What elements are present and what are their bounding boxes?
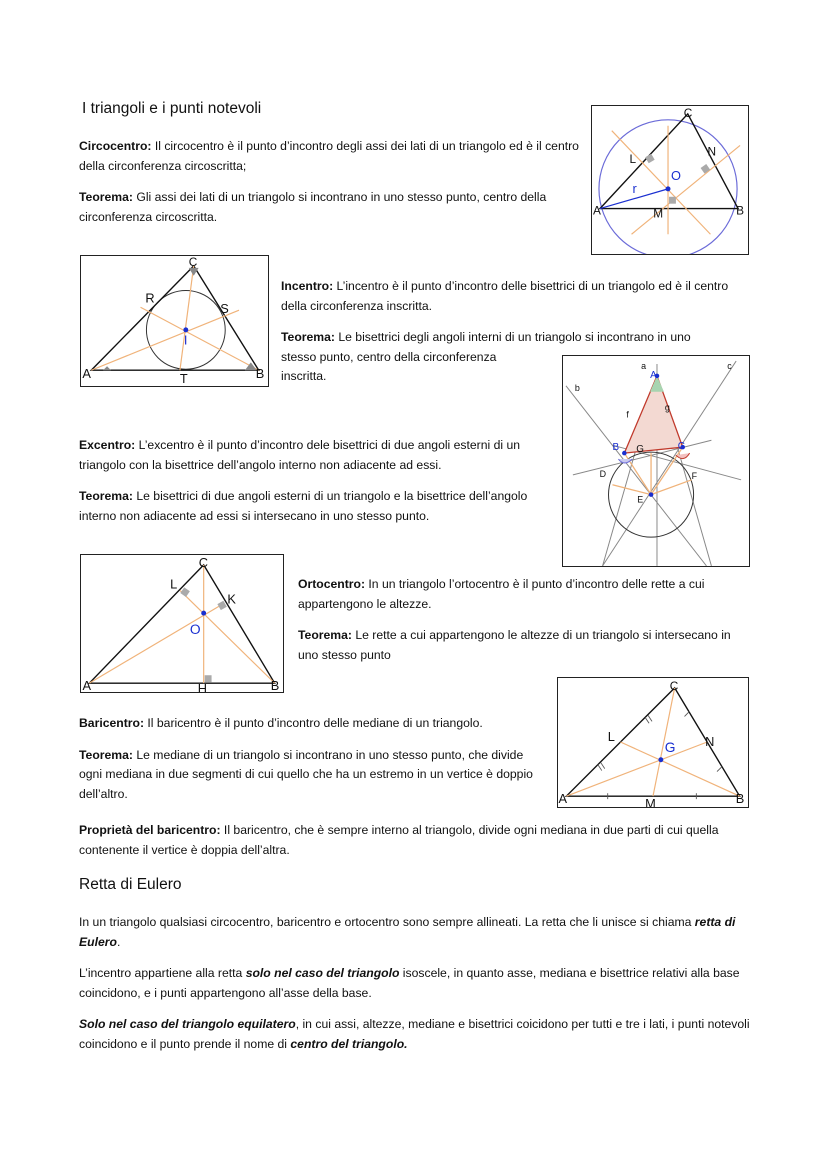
- page-title: I triangoli e i punti notevoli: [82, 100, 262, 117]
- ortocentro-definition: [298, 575, 748, 614]
- theorem-text: Gli assi dei lati di un triangolo si incontrano in uno stesso punto, centro della circonferenza circoscritta.: [79, 190, 547, 224]
- baricentro-label: Baricentro:: [79, 716, 145, 730]
- label-B: B: [255, 366, 265, 382]
- label-D: D: [599, 468, 607, 479]
- theorem-line-3: inscritta.: [281, 369, 327, 383]
- p2-end: isoscele, in quanto asse, mediana e bisettrice relativi alla base coincidono, e i punti appartengono all’asse della base.: [79, 966, 740, 1000]
- theorem-text: Le rette a cui appartengono le altezze di un triangolo si intersecano in uno stesso punto: [298, 628, 731, 662]
- orthocenter-diagram: [81, 555, 283, 692]
- label-L: L: [629, 152, 637, 167]
- label-B: B: [612, 442, 620, 454]
- excentro-text: L’excentro è il punto d’incontro dele bisettrici di due angoli esterni di un triangolo con la bisettrice dell’angolo interno non adiacente ad essi.: [79, 438, 521, 472]
- property-text: Il baricentro, che è sempre interno al triangolo, divide ogni mediana in due parti di cui quella contenente il vertice è doppia dell’altra.: [79, 823, 719, 857]
- label-S: S: [220, 301, 229, 317]
- label-F: F: [691, 470, 698, 481]
- theorem-label: Teorema:: [79, 190, 133, 204]
- label-K: K: [227, 591, 236, 607]
- label-T: T: [179, 371, 188, 386]
- p1-emphasis: retta di Eulero: [79, 915, 736, 949]
- label-B: B: [270, 678, 280, 692]
- eulero-paragraph-2: [79, 964, 754, 1003]
- theorem-text: Le mediane di un triangolo si incontrano in uno stesso punto, che divide ogni mediana in due segmenti di cui quello che ha un estremo in un vertice è doppio dell’altro.: [79, 747, 533, 801]
- centroid-diagram: [558, 678, 748, 807]
- label-a: a: [641, 360, 647, 371]
- orthocenter-figure: [80, 554, 284, 693]
- label-A: A: [82, 366, 91, 382]
- incentro-label: Incentro:: [281, 279, 334, 293]
- ortocentro-label: Ortocentro:: [298, 577, 366, 591]
- ortocentro-text: In un triangolo l’ortocentro è il punto d’incontro delle rette a cui appartengono le altezze.: [298, 577, 705, 611]
- theorem-label: Teorema:: [79, 489, 133, 503]
- label-B: B: [736, 203, 744, 218]
- ortocentro-theorem: [298, 626, 748, 665]
- label-A: A: [593, 203, 601, 218]
- baricentro-section: [79, 714, 549, 804]
- theorem-label: Teorema:: [298, 628, 352, 642]
- label-b: b: [574, 382, 580, 393]
- excenter-figure: [562, 355, 750, 567]
- theorem-line-1: Le bisettrici degli angoli interni di un triangolo si incontrano in uno: [334, 330, 691, 344]
- label-M: M: [645, 795, 656, 807]
- circocentro-text: Il circocentro è il punto d’incontro degli assi dei lati di un triangolo ed è il centro della circonferenza circoscritta;: [79, 139, 579, 173]
- circocentro-theorem: [79, 188, 579, 227]
- p3-emphasis: Solo nel caso del triangolo equilatero: [79, 1017, 296, 1031]
- circumcenter-diagram: [592, 106, 748, 254]
- theorem-text: Le bisettrici di due angoli esterni di un triangolo e la bisettrice dell’angolo interno non adiacente ad essi si intersecano in uno stesso punto.: [79, 489, 528, 523]
- label-L: L: [170, 576, 178, 592]
- property-label: Proprietà del baricentro:: [79, 823, 221, 837]
- label-E: E: [637, 494, 644, 505]
- label-c: c: [727, 360, 732, 371]
- label-G: G: [636, 444, 644, 456]
- p3-middle: , in cui assi, altezze, mediane e bisettrici coicidono per tutti e tre i lati, i punti notevoli coincidono e il punto prende il nome di: [79, 1017, 750, 1051]
- excentro-theorem: [79, 487, 554, 526]
- baricentro-definition: [79, 714, 549, 734]
- label-C: C: [683, 106, 693, 120]
- label-A: A: [82, 678, 92, 692]
- p2-start: L’incentro appartiene alla retta: [79, 966, 246, 980]
- eulero-paragraph-1: [79, 913, 754, 952]
- label-O: O: [670, 168, 681, 183]
- p1-text: In un triangolo qualsiasi circocentro, baricentro e ortocentro sono sempre allineati. La retta che li unisce si chiama: [79, 915, 695, 929]
- theorem-label: Teorema:: [79, 747, 133, 762]
- eulero-heading: Retta di Eulero: [79, 876, 182, 893]
- baricentro-property: [79, 821, 754, 860]
- label-L: L: [607, 729, 615, 745]
- p2-emphasis: solo nel caso del triangolo: [245, 966, 400, 980]
- incenter-diagram: [81, 256, 268, 386]
- label-I: I: [183, 332, 188, 348]
- label-C: C: [198, 555, 209, 570]
- label-g: g: [664, 402, 670, 413]
- circumcenter-figure: [591, 105, 749, 255]
- label-f: f: [626, 409, 629, 420]
- label-N: N: [707, 144, 717, 159]
- eulero-paragraph-3: [79, 1015, 754, 1054]
- excentro-section: [79, 436, 554, 526]
- centroid-figure: [557, 677, 749, 808]
- eulero-section: [79, 913, 754, 1054]
- incentro-text: L’incentro è il punto d’incontro delle bisettrici di un triangolo ed è il centro della circonferenza inscritta.: [281, 279, 729, 313]
- label-A: A: [558, 791, 568, 807]
- label-N: N: [705, 733, 715, 749]
- label-r: r: [632, 180, 637, 196]
- p3-emphasis-2: centro del triangolo.: [290, 1036, 408, 1051]
- label-O: O: [189, 621, 201, 637]
- label-R: R: [145, 290, 155, 306]
- label-B: B: [735, 791, 745, 807]
- theorem-line-2: stesso punto, centro della circonferenza: [281, 349, 497, 364]
- baricentro-theorem: [79, 746, 549, 805]
- excentro-definition: [79, 436, 554, 475]
- baricentro-text: Il baricentro è il punto d’incontro delle mediane di un triangolo.: [144, 716, 483, 730]
- label-M: M: [653, 206, 664, 221]
- excenter-diagram: [563, 356, 749, 566]
- label-A: A: [650, 369, 657, 381]
- incentro-definition: [281, 277, 741, 316]
- ortocentro-section: [298, 575, 748, 665]
- excentro-label: Excentro:: [79, 438, 136, 452]
- circocentro-label: Circocentro:: [79, 139, 152, 153]
- label-G: G: [664, 739, 676, 755]
- p1-end: .: [116, 934, 121, 949]
- label-C: C: [677, 441, 685, 453]
- theorem-label: Teorema:: [281, 330, 335, 344]
- label-C: C: [188, 256, 198, 269]
- circocentro-section: [79, 137, 579, 227]
- property-paragraph: [79, 821, 754, 860]
- circocentro-definition: [79, 137, 579, 176]
- label-C: C: [669, 678, 679, 693]
- label-H: H: [197, 680, 208, 692]
- incenter-figure: [80, 255, 269, 387]
